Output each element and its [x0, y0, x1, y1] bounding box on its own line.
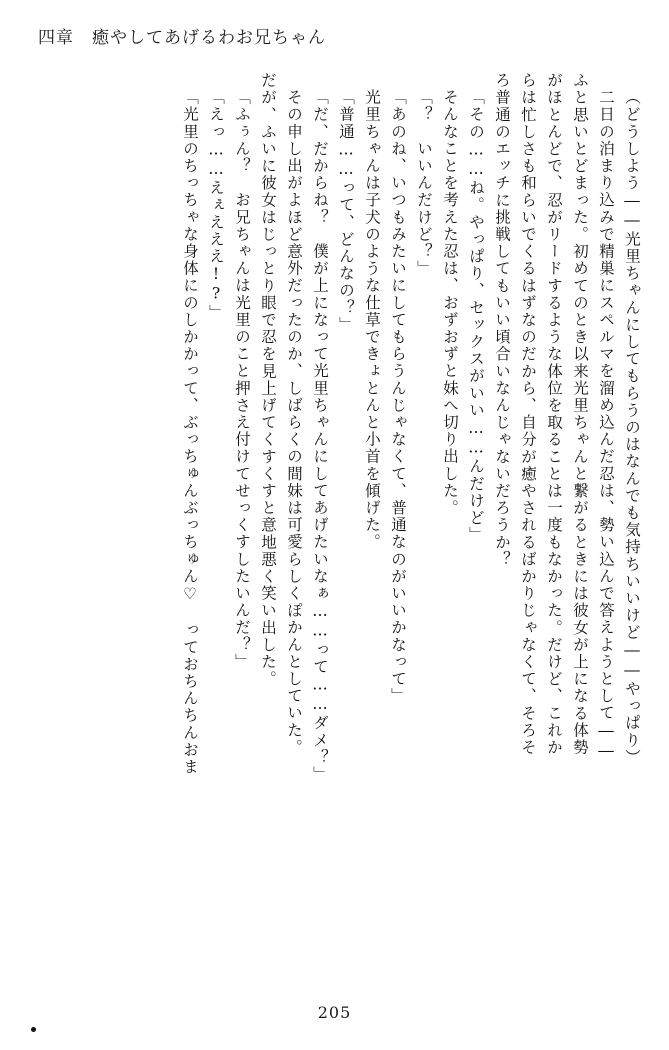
chapter-number: 四章: [38, 27, 74, 48]
vertical-text-columns: [172, 72, 640, 972]
text-line: 「あのね、いつもみたいにしてもらうんじゃなくて、普通なのがいいかなって」: [389, 89, 407, 705]
corner-dot-mark: [31, 1027, 36, 1032]
text-line: ろ普通のエッチに挑戦してもいい頃合いなんじゃないだろうか？: [493, 72, 511, 568]
text-line: 「えっ……えぇえええ!?」: [207, 89, 225, 322]
text-line: 「？ いいんだけど？」: [415, 89, 433, 278]
text-line: 「ふぅん？ お兄ちゃんは光里のこと押さえ付けてせっくすしたいんだ？」: [233, 89, 251, 671]
text-line: その申し出がよほど意外だったのか、しばらくの間妹は可愛らしくぽかんとしていた。: [285, 89, 303, 756]
text-line: 「その……ね。やっぱり、セックスがいい……んだけど」: [467, 89, 485, 544]
text-line: 「普通……って、どんなの？」: [337, 89, 355, 334]
text-line: だが、ふいに彼女はじっとり眼で忍を見上げてくすくすと意地悪く笑い出した。: [259, 72, 277, 688]
page-number: 205: [317, 1003, 352, 1022]
body-text-area: [30, 72, 640, 982]
text-line: 二日の泊まり込みで精巣にスペルマを溜め込んだ忍は、勢い込んで答えようとして――: [597, 89, 615, 761]
chapter-title: 癒やしてあげるわお兄ちゃん: [92, 27, 326, 48]
text-line: ふと思いとどまった。初めてのとき以来光里ちゃんと繋がるときには彼女が上になる体勢: [571, 72, 589, 756]
text-line: （どうしよう――光里ちゃんにしてもらうのはなんでも気持ちいいけど――やっぱり）: [623, 89, 641, 766]
page-header: [38, 20, 631, 50]
text-line: らは忙しさも和らいでくるはずなのだから、自分が癒やされるばかりじゃなくて、そろそ: [519, 72, 537, 756]
text-line: 「光里のちっちゃな身体にのしかかって、ぶっちゅんぶっちゅん♡ っておちんちんおま: [181, 89, 199, 776]
text-line: がほとんどで、忍がリードするような体位を取ることは一度もなかった。だけど、これか: [545, 72, 563, 756]
text-line: そんなことを考えた忍は、おずおずと妹へ切り出した。: [441, 89, 459, 517]
text-line: 光里ちゃんは子犬のような仕草できょとんと小首を傾げた。: [363, 89, 381, 551]
text-line: 「だ、だからね？ 僕が上になって光里ちゃんにしてあげたいなぁ……って……ダメ？」: [311, 89, 329, 783]
